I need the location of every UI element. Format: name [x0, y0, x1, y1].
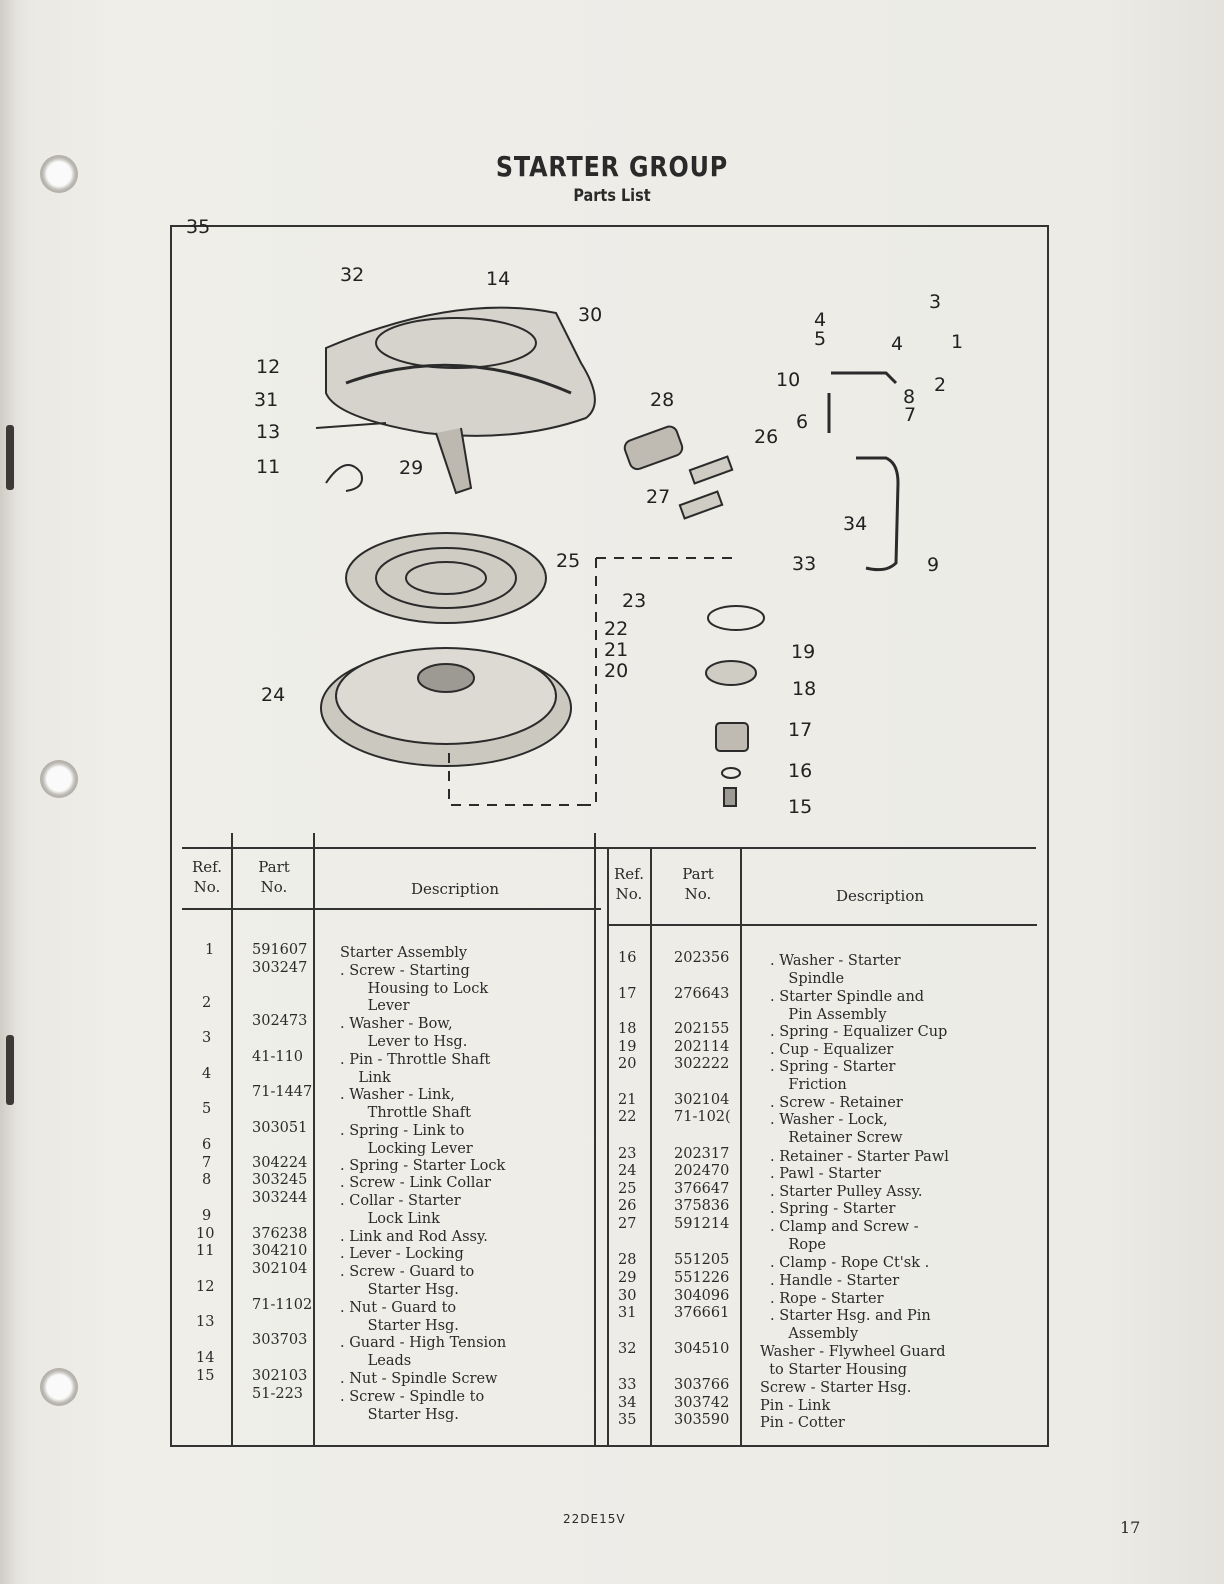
table-row-desc: . Starter Hsg. and Pin Assembly [770, 1308, 931, 1342]
table-row-part: 71-102( [674, 1109, 731, 1125]
callout-18: 18 [792, 678, 817, 700]
table-row-desc: . Spring - Equalizer Cup [770, 1024, 948, 1040]
binder-hole-bottom [40, 1368, 78, 1406]
table-row-ref: 4 [202, 1066, 212, 1082]
table-row-ref: 2 [202, 995, 212, 1011]
table-row-ref: 34 [618, 1395, 637, 1411]
table-row-ref: 33 [618, 1377, 637, 1393]
table-row-part: 551226 [674, 1270, 730, 1286]
table-row-desc: . Washer - Bow, Lever to Hsg. [340, 1016, 468, 1050]
table-row-ref: 27 [618, 1216, 637, 1232]
table-row-ref: 28 [618, 1252, 637, 1268]
table-row-ref: 8 [202, 1172, 212, 1188]
table-row-part: 304224 [252, 1155, 308, 1171]
callout-3: 3 [929, 291, 942, 313]
col-rule [594, 833, 596, 1445]
table-row-desc: . Pawl - Starter [770, 1166, 881, 1182]
table-row-ref: 24 [618, 1163, 637, 1179]
table-row-desc: . Clamp and Screw - Rope [770, 1219, 919, 1253]
table-row-part: 376661 [674, 1305, 730, 1321]
callout-34: 34 [843, 513, 868, 535]
col-rule [650, 848, 652, 1445]
table-row-desc: . Starter Pulley Assy. [770, 1184, 923, 1200]
table-row-ref: 17 [618, 986, 637, 1002]
callout-6: 6 [796, 411, 809, 433]
table-row-desc: . Retainer - Starter Pawl [770, 1149, 949, 1165]
callout-25: 25 [556, 550, 581, 572]
table-row-desc: . Handle - Starter [770, 1273, 900, 1289]
diagram-svg [186, 216, 1048, 847]
col-rule [607, 848, 609, 1445]
col-rule [313, 833, 315, 1445]
table-row-part: 591607 [252, 942, 308, 958]
table-row-desc: . Pin - Throttle Shaft Link [340, 1052, 491, 1086]
callout-31: 31 [254, 389, 279, 411]
binding-mark [6, 1035, 14, 1105]
table-row-ref: 14 [196, 1350, 215, 1366]
left-header-rule [182, 908, 601, 910]
table-row-part: 303245 [252, 1172, 308, 1188]
table-row-desc: . Clamp - Rope Ct'sk . [770, 1255, 930, 1271]
table-row-desc: . Washer - Lock, Retainer Screw [770, 1112, 903, 1146]
right-header-rule [607, 924, 1037, 926]
table-row-part: 202356 [674, 950, 730, 966]
page-edge [0, 0, 18, 1584]
callout-7: 7 [904, 404, 917, 426]
table-row-part: 303703 [252, 1332, 308, 1348]
table-row-part: 71-1447 [252, 1084, 313, 1100]
callout-13: 13 [256, 421, 281, 443]
table-row-desc: . Screw - Guard to Starter Hsg. [340, 1264, 475, 1298]
table-row-desc: . Washer - Starter Spindle [770, 953, 901, 987]
table-row-desc: . Nut - Guard to Starter Hsg. [340, 1300, 459, 1334]
left-part-header: Part No. [258, 858, 290, 896]
table-row-desc: . Link and Rod Assy. [340, 1229, 488, 1245]
table-row-desc: . Guard - High Tension Leads [340, 1335, 507, 1369]
document-code: 22DE15V [563, 1512, 626, 1526]
callout-8: 8 [903, 386, 916, 408]
right-desc-header: Description [835, 887, 925, 905]
table-row-part: 303766 [674, 1377, 730, 1393]
table-row-part: 303244 [252, 1190, 308, 1206]
table-row-part: 41-110 [252, 1049, 304, 1065]
binder-hole-middle [40, 760, 78, 798]
callout-1: 1 [951, 331, 964, 353]
callout-30: 30 [578, 304, 603, 326]
table-row-desc: . Screw - Retainer [770, 1095, 903, 1111]
table-row-desc: . Spring - Starter Lock [340, 1158, 506, 1174]
table-row-ref: 18 [618, 1021, 637, 1037]
table-row-ref: 20 [618, 1056, 637, 1072]
table-row-part: 304510 [674, 1341, 730, 1357]
starter-handle [622, 424, 684, 471]
table-row-part: 202470 [674, 1163, 730, 1179]
table-row-ref: 22 [618, 1109, 637, 1125]
table-row-desc: . Screw - Spindle to Starter Hsg. [340, 1389, 485, 1423]
table-row-ref: 15 [196, 1368, 215, 1384]
table-row-part: 302104 [252, 1261, 308, 1277]
table-row-desc: . Screw - Link Collar [340, 1175, 491, 1191]
table-row-part: 376647 [674, 1181, 730, 1197]
table-row-part: 302103 [252, 1368, 308, 1384]
table-row-ref: 9 [202, 1208, 212, 1224]
callout-5: 5 [814, 328, 827, 350]
callout-27: 27 [646, 486, 671, 508]
table-row-desc: . Screw - Starting Housing to Lock Lever [340, 963, 489, 1014]
callout-15: 15 [788, 796, 813, 818]
table-row-desc: . Washer - Link, Throttle Shaft [340, 1087, 471, 1121]
callout-22: 22 [604, 618, 629, 640]
table-row-part: 302104 [674, 1092, 730, 1108]
right-part-header: Part No. [682, 865, 714, 903]
callout-20: 20 [604, 660, 629, 682]
table-row-part: 202317 [674, 1146, 730, 1162]
callout-11: 11 [256, 456, 281, 478]
table-row-desc: Screw - Starter Hsg. [760, 1380, 912, 1396]
page-subtitle: Parts List [573, 186, 651, 206]
col-rule [231, 833, 233, 1445]
table-row-ref: 11 [196, 1243, 215, 1259]
table-row-ref: 6 [202, 1137, 212, 1153]
col-rule [740, 848, 742, 1445]
table-row-ref: 21 [618, 1092, 637, 1108]
table-row-ref: 12 [196, 1279, 215, 1295]
table-row-part: 276643 [674, 986, 730, 1002]
table-row-desc: Washer - Flywheel Guard to Starter Housing [760, 1344, 946, 1378]
callout-21: 21 [604, 639, 629, 661]
table-row-desc: . Starter Spindle and Pin Assembly [770, 989, 925, 1023]
table-row-part: 303051 [252, 1120, 308, 1136]
callout-12: 12 [256, 356, 281, 378]
callout-10: 10 [776, 369, 801, 391]
table-row-desc: . Cup - Equalizer [770, 1042, 894, 1058]
table-row-part: 303742 [674, 1395, 730, 1411]
table-row-ref: 19 [618, 1039, 637, 1055]
table-row-part: 302473 [252, 1013, 308, 1029]
table-row-part: 304096 [674, 1288, 730, 1304]
left-desc-header: Description [410, 880, 500, 898]
table-row-ref: 3 [202, 1030, 212, 1046]
callout-26: 26 [754, 426, 779, 448]
table-row-ref: 26 [618, 1198, 637, 1214]
table-row-part: 591214 [674, 1216, 730, 1232]
callout-23: 23 [622, 590, 647, 612]
table-row-ref: 35 [618, 1412, 637, 1428]
table-row-part: 202114 [674, 1039, 730, 1055]
table-row-ref: 29 [618, 1270, 637, 1286]
table-row-part: 302222 [674, 1056, 730, 1072]
callout-4: 4 [891, 333, 904, 355]
table-row-desc: Pin - Link [760, 1398, 831, 1414]
table-row-desc: . Rope - Starter [770, 1291, 884, 1307]
table-row-ref: 30 [618, 1288, 637, 1304]
table-row-desc: . Collar - Starter Lock Link [340, 1193, 461, 1227]
table-row-part: 303590 [674, 1412, 730, 1428]
table-row-ref: 16 [618, 950, 637, 966]
table-row-ref: 5 [202, 1101, 212, 1117]
callout-14: 14 [486, 268, 511, 290]
callout-32: 32 [340, 264, 365, 286]
callout-33: 33 [792, 553, 817, 575]
exploded-diagram [186, 216, 1048, 847]
table-row-part: 202155 [674, 1021, 730, 1037]
table-row-part: 375836 [674, 1198, 730, 1214]
callout-16: 16 [788, 760, 813, 782]
table-row-ref: 32 [618, 1341, 637, 1357]
table-row-part: 71-1102 [252, 1297, 313, 1313]
binder-hole-top [40, 155, 78, 193]
table-row-ref: 31 [618, 1305, 637, 1321]
table-row-ref: 25 [618, 1181, 637, 1197]
table-row-desc: . Spring - Starter [770, 1201, 896, 1217]
table-row-desc: . Lever - Locking [340, 1246, 464, 1262]
callout-24: 24 [261, 684, 286, 706]
table-row-ref: 10 [196, 1226, 215, 1242]
page-title: STARTER GROUP [495, 150, 729, 183]
callout-2: 2 [934, 374, 947, 396]
table-row-part: 303247 [252, 960, 308, 976]
table-row-ref: 13 [196, 1314, 215, 1330]
binding-mark [6, 425, 14, 490]
callout-35: 35 [186, 216, 211, 238]
page-number: 17 [1120, 1518, 1141, 1537]
table-top-rule [182, 847, 1036, 849]
starter-housing [326, 308, 595, 436]
callout-19: 19 [791, 641, 816, 663]
table-row-ref: 1 [205, 942, 215, 958]
callout-labels [186, 216, 963, 818]
callout-28: 28 [650, 389, 675, 411]
table-row-desc: . Spring - Starter Friction [770, 1059, 896, 1093]
right-ref-header: Ref. No. [614, 865, 644, 903]
table-row-desc: . Spring - Link to Locking Lever [340, 1123, 473, 1157]
table-row-part: 376238 [252, 1226, 308, 1242]
table-row-ref: 7 [202, 1155, 212, 1171]
table-row-desc: . Nut - Spindle Screw [340, 1371, 498, 1387]
table-row-ref: 23 [618, 1146, 637, 1162]
left-ref-header: Ref. No. [192, 858, 222, 896]
table-row-part: 551205 [674, 1252, 730, 1268]
callout-9: 9 [927, 554, 940, 576]
table-row-part: 304210 [252, 1243, 308, 1259]
table-row-desc: Pin - Cotter [760, 1415, 845, 1431]
table-row-desc: Starter Assembly [340, 945, 468, 961]
callout-17: 17 [788, 719, 813, 741]
table-row-part: 51-223 [252, 1386, 304, 1402]
callout-4: 4 [814, 309, 827, 331]
callout-29: 29 [399, 457, 424, 479]
